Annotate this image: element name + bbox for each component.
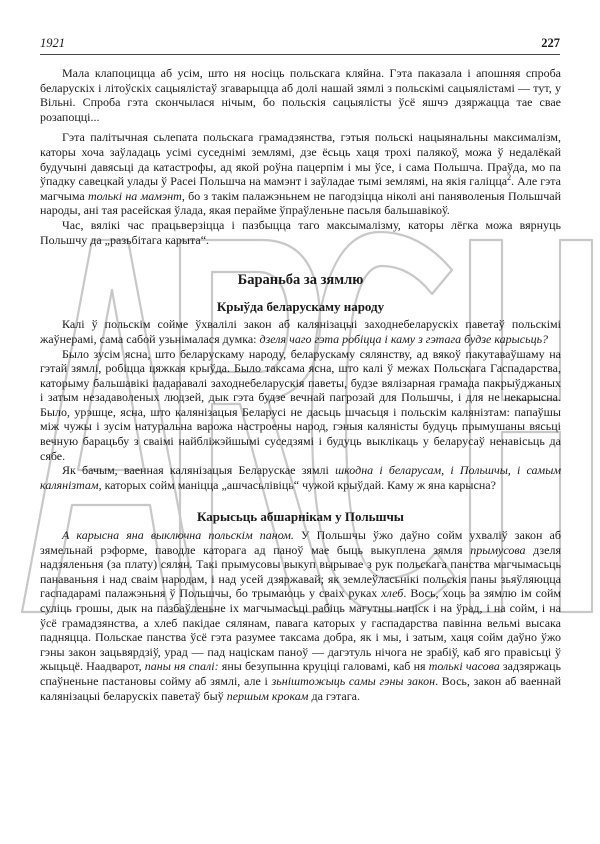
running-head-year: 1921 [40,36,65,50]
page-body [40,66,561,703]
header-rule [40,54,560,55]
subsection-heading: Крыўда беларускаму народу [216,298,385,314]
running-head [40,36,560,54]
footnote-ref: 2 [507,173,512,183]
subsection-heading: Карысьць абшарнікам у Польшчы [197,509,404,525]
paragraph: Час, вялікі час працьверзіцца і пазбыцца таго максымалізму, каторы лёгка можа вярнуць Польшчу да „разьбітага карыта“. [40,217,561,247]
paragraph: Гэта палітычная сьлепата польскага грамадзянства, гэтыя польскі нацыянальны максималізм, каторы хоча заўладаць усімі суседнімі землямі, дзе ёсьць хаця трохі палякоў, можа ў недалёкай будучыні давясьці да катастрофы, ад якой роўна пацерпім і мы ўсе, і сама Польшча. Праўда, мо па ўпадку савецкай улады ў Расеі Польшча на мамэнт і заўладае тымі землямі, на якія галіцца$^2$. Але гэта магчыма толькі на мамэнт, бо з такім палажэньнем не пагодзіцца ніколі ані паняволеныя Польшчай народы, ані тая расейская ўлада, якая перайме ўпраўленьне пасьля бальшавікоў. [40,130,562,218]
paragraph: Як бачым, ваенная калянізацыя Беларускае зямлі шкодна і беларусам, і Польшчы, і самым калянізтам, каторых сойм маніцца „ашчасьлівіць“ чужой крыўдай. Каму ж яна карысна? [40,463,561,492]
paragraph: А карысна яна выключна польскім паном. У Польшчы ўжо даўно сойм ухваліў закон аб зямельнай рэформе, паводле каторага ад паноў мае быць выкуплена зямля прымусова дзеля надзяленьня (за плату) сялян. Такі прымусовы выкуп вырывае з рук польскага панства магчымасьць панаваньня і над сваім народам, і над усей дзяржавай; як землеўласьнікі польскія паны зьяўляюцца гаспадарамі палажэньня ў Польшчы, бо трымаюць у сваіх руках хлеб. Вось, хоць за зямлю ім сойм суліць грошы, дык на пазбаўленьне іх магчымасьці рабіць магутны націск і на ўрад, і на сойм, і на ўсё грамадзянства, а хлеб пакідае сялянам, павага каторых у гаспадарства павінна вельмі высака падняцца. Польскае панства ўсё гэта разумее таксама добра, як і мы, і затым, хаця сойм даўно ўжо гэны закон зацьвярдзіў, урад — пад націскам паноў — дагэтуль нічога не зрабіў, каб яго правісьці ў жыцьцё. Наадварот, паны ня спалі: яны безупынна круціці галовамі, каб ня толькі часова задзяржаць спаўненьне пастановы сойму аб зямлі, але і зьніштожыць самы гэны закон. Вось, закон аб ваеннай калянізацыі беларускіх паветаў быў першым крокам да гэтага. [40,528,562,703]
page-number: 227 [541,36,560,50]
paragraph: Мала клапоцицца аб усім, што ня носіць польскага кляйна. Гэта паказала і апошняя спроба беларускіх і літоўскіх сацыялістаў згаварыцца аб долі нашай зямлі з польскімі сацыялістамі — тут, у Вільні. Спроба гэта скончылася нічым, бо польскія сацыялісты ўсё яшчэ дзяржацца тае свае розапоцці... [40,66,561,124]
paragraph: Было зусім ясна, што беларускаму народу, беларускаму сялянству, ад вякоў пакутаваўшаму на гэтай зямлі, робіцца цяжкая крыўда. Было таксама ясна, што калі ў межах Польскага Гаспадарства, каторыму бальшавікі падаравалі заходнебеларускія паветы, будзе вялізарная грамада пакрыўджаных і затым незадаволеных людзей, дык гэта будзе вечнай пагрозай для Польшчы, і для не некарысна. Было, урэшце, ясна, што калянізацыя Беларусі не дасьць шчасьця і польскім калянізтам: папаўшы між чужы і зусім натуральна варожа настроены народ, гэныя каляністы будуць прымушаны вясьці вечную барацьбу з сваімі найбліжэйшымі суседзямі і будуць выклікаць у беларусаў ненавісьць да сябе. [40,346,561,463]
section-heading: Бараньба за зямлю [237,272,364,289]
paragraph: Калі ў польскім сойме ўхвалілі закон аб калянізацыі заходнебеларускіх паветаў польскімі жаўнерамі, сама сабой узьнімалася думка: дзеля чаго гэта робіцца і каму з гэтага будзе карысьць? [40,317,561,346]
